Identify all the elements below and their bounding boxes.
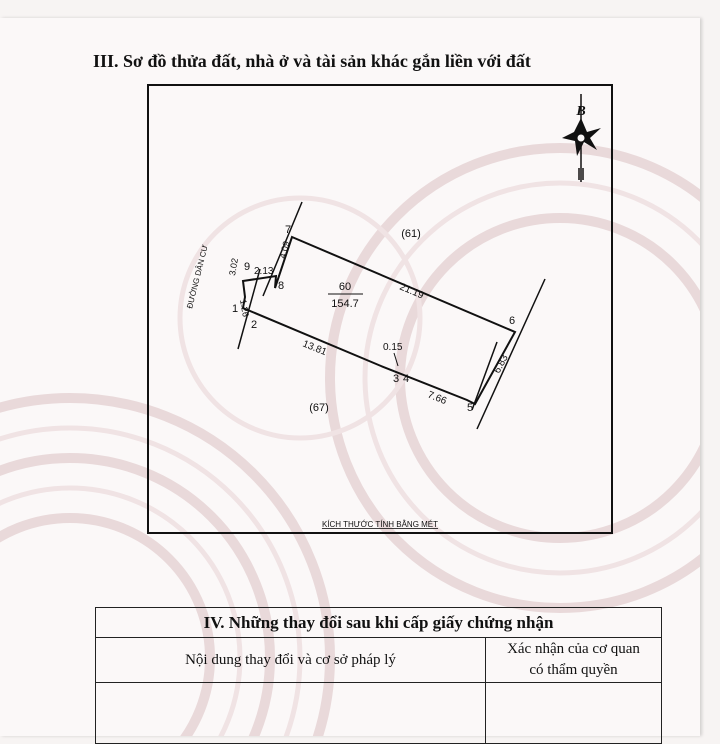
edge-length-label: 7.66 <box>425 389 449 408</box>
point-label: 2 <box>251 319 258 331</box>
parcel-area: 154.7 <box>331 298 359 310</box>
parcel-number: 60 <box>338 281 352 293</box>
boundary-extension-lines <box>238 202 545 429</box>
edge-length-label: 1.26 <box>238 298 251 318</box>
point-label: 7 <box>285 224 292 236</box>
column-header-confirmation: Xác nhận của cơ quan có thẩm quyền <box>486 638 662 683</box>
edge-length-label: 6.83 <box>491 353 511 376</box>
table-cell-empty <box>96 683 486 744</box>
point-label: 4 <box>403 373 410 385</box>
land-parcel-diagram <box>147 84 613 534</box>
section-3-title: III. Sơ đồ thửa đất, nhà ở và tài sản khác gắn liền với đất <box>93 51 531 71</box>
section-4-title: IV. Những thay đổi sau khi cấp giấy chứng nhận <box>96 608 662 638</box>
parcel-boundary <box>243 237 515 404</box>
road-label: ĐƯỜNG DÂN CƯ <box>185 243 210 310</box>
point-label: 1 <box>232 303 239 315</box>
point-label: 8 <box>278 280 285 292</box>
changes-table <box>95 607 662 744</box>
edge-length-label: 21.19 <box>397 281 426 302</box>
table-cell-empty <box>486 683 662 744</box>
compass-letter: B <box>576 104 586 119</box>
edge-length-label: 2.13 <box>254 266 274 277</box>
point-label: 6 <box>509 315 516 327</box>
point-label: 5 <box>467 402 474 414</box>
north-compass-icon <box>562 94 601 182</box>
point-label: 3 <box>393 373 400 385</box>
callout-arrow <box>394 353 398 366</box>
column-header-content: Nội dung thay đổi và cơ sở pháp lý <box>96 638 486 683</box>
edge-length-label: 13.81 <box>300 338 329 359</box>
neighbor-parcel-south: (67) <box>309 402 329 414</box>
point-label: 9 <box>244 261 251 273</box>
edge-length-label: 4.09 <box>277 239 292 260</box>
edge-length-label: 3.02 <box>227 257 241 277</box>
neighbor-parcel-north: (61) <box>401 228 421 240</box>
edge-length-label: 0.15 <box>383 342 403 353</box>
scale-note: KÍCH THƯỚC TÍNH BẰNG MÉT <box>321 520 439 529</box>
